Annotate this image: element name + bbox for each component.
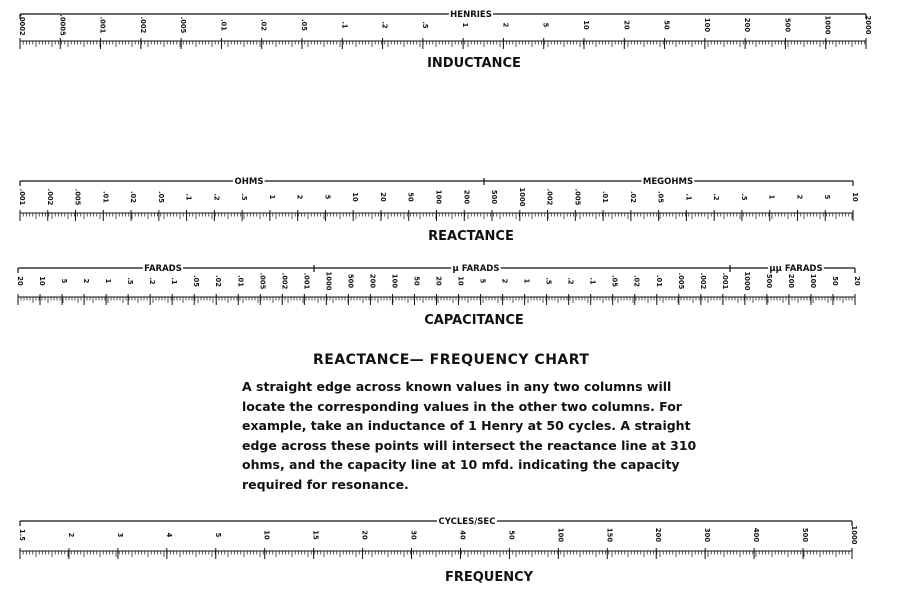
tick-label: .005 xyxy=(676,272,685,290)
tick-label: 20 xyxy=(378,192,387,202)
tick-label: 2 xyxy=(66,532,75,538)
tick-label: 100 xyxy=(390,273,399,289)
tick-label: 1000 xyxy=(324,271,333,291)
tick-label: .2 xyxy=(212,193,221,201)
tick-label: 50 xyxy=(662,20,671,30)
description-line: edge across these points will intersect the reactance line at 310 xyxy=(242,437,697,453)
tick-label: 10 xyxy=(351,192,360,202)
tick-label: 100 xyxy=(556,527,565,543)
tick-label: .01 xyxy=(654,274,663,288)
tick-label: 5 xyxy=(541,22,550,28)
tick-label: 20 xyxy=(622,20,631,30)
tick-label: .001 xyxy=(302,272,311,290)
tick-label: .002 xyxy=(138,16,147,34)
tick-label: 1 xyxy=(767,194,776,200)
tick-label: .0002 xyxy=(18,14,26,36)
tick-label: 10 xyxy=(262,530,271,540)
tick-label: .1 xyxy=(588,277,597,285)
tick-label: .05 xyxy=(656,190,665,204)
tick-label: 200 xyxy=(786,273,795,289)
tick-label: .02 xyxy=(632,274,641,288)
tick-label: 10 xyxy=(38,276,47,286)
scale-name: INDUCTANCE xyxy=(427,56,521,71)
chart-title: REACTANCE— FREQUENCY CHART xyxy=(313,352,590,368)
tick-label: 5 xyxy=(60,278,69,284)
tick-label: .005 xyxy=(573,188,582,206)
tick-label: 5 xyxy=(323,194,332,200)
tick-label: 1000 xyxy=(517,187,526,207)
tick-label: 4 xyxy=(164,532,173,538)
tick-label: 2 xyxy=(295,194,304,200)
tick-label: 10 xyxy=(851,192,859,202)
tick-label: 200 xyxy=(743,17,752,33)
tick-label: 2 xyxy=(795,194,804,200)
tick-label: 20 xyxy=(853,276,861,286)
tick-label: .1 xyxy=(684,193,693,201)
tick-label: 500 xyxy=(801,527,810,543)
scale-unit-label: µµ FARADS xyxy=(769,264,823,274)
tick-label: 200 xyxy=(654,527,663,543)
tick-label: 400 xyxy=(752,527,761,543)
tick-label: 10 xyxy=(456,276,465,286)
tick-label: 2000 xyxy=(864,15,872,35)
tick-label: 100 xyxy=(434,189,443,205)
tick-label: 500 xyxy=(783,17,792,33)
tick-label: 150 xyxy=(605,527,614,543)
tick-label: .1 xyxy=(184,193,193,201)
tick-label: .002 xyxy=(45,188,54,206)
scale-unit-label: µ FARADS xyxy=(452,264,500,274)
tick-label: 500 xyxy=(764,273,773,289)
tick-label: .005 xyxy=(258,272,267,290)
tick-label: 50 xyxy=(830,276,839,286)
scale-name: CAPACITANCE xyxy=(424,313,524,328)
tick-label: 2 xyxy=(82,278,91,284)
tick-label: .05 xyxy=(300,18,308,32)
tick-label: .2 xyxy=(712,193,721,201)
tick-label: 1 xyxy=(461,22,470,28)
tick-label: .1 xyxy=(170,277,179,285)
tick-label: 2 xyxy=(500,278,509,284)
tick-label: .005 xyxy=(73,188,82,206)
tick-label: .5 xyxy=(544,277,553,285)
tick-label: .01 xyxy=(101,190,110,204)
scale-unit-label: OHMS xyxy=(234,177,264,187)
tick-label: 20 xyxy=(434,276,443,286)
tick-label: 200 xyxy=(462,189,471,205)
tick-label: 1000 xyxy=(850,525,858,545)
tick-label: .0005 xyxy=(58,14,67,36)
tick-label: 10 xyxy=(582,20,590,30)
scale-unit-label: FARADS xyxy=(144,264,182,274)
tick-label: .2 xyxy=(148,277,157,285)
tick-label: .001 xyxy=(98,16,107,34)
tick-label: 50 xyxy=(507,530,516,540)
tick-label: .002 xyxy=(698,272,707,290)
tick-label: .5 xyxy=(420,21,429,29)
description xyxy=(242,377,697,495)
scale-name: REACTANCE xyxy=(428,229,514,244)
tick-label: .2 xyxy=(380,21,389,29)
tick-label: 1000 xyxy=(742,271,751,291)
tick-label: 3 xyxy=(115,532,124,538)
tick-label: .05 xyxy=(192,274,201,288)
tick-label: 50 xyxy=(412,276,421,286)
tick-label: 200 xyxy=(368,273,377,289)
tick-label: .002 xyxy=(545,188,554,206)
tick-label: 5 xyxy=(478,278,487,284)
description-line: locate the corresponding values in the other two columns. For xyxy=(242,398,682,414)
description-line: A straight edge across known values in any two columns will xyxy=(242,379,672,394)
tick-label: 15 xyxy=(311,530,320,540)
tick-label: 30 xyxy=(409,530,418,540)
tick-label: 5 xyxy=(823,194,832,200)
tick-label: 40 xyxy=(458,530,467,540)
tick-label: 20 xyxy=(360,530,369,540)
tick-label: .001 xyxy=(18,188,26,206)
tick-label: .05 xyxy=(610,274,619,288)
tick-label: .02 xyxy=(214,274,223,288)
tick-label: 1 xyxy=(104,278,113,284)
tick-label: 1 xyxy=(522,278,531,284)
description-line: ohms, and the capacity line at 10 mfd. indicating the capacity xyxy=(242,457,680,473)
tick-label: 300 xyxy=(703,527,712,543)
scale-name: FREQUENCY xyxy=(444,570,534,585)
tick-label: 20 xyxy=(16,276,24,286)
tick-label: .02 xyxy=(259,18,268,32)
tick-label: 5 xyxy=(213,532,222,538)
scale-unit-label: MEGOHMS xyxy=(642,177,694,187)
tick-label: .001 xyxy=(720,272,729,290)
tick-label: 100 xyxy=(702,17,711,33)
tick-label: 1.5 xyxy=(18,528,26,542)
tick-label: .02 xyxy=(628,190,637,204)
tick-label: .2 xyxy=(566,277,575,285)
tick-label: .5 xyxy=(240,193,249,201)
tick-label: 500 xyxy=(346,273,355,289)
scale-unit-label: CYCLES/SEC xyxy=(438,517,496,527)
tick-label: .5 xyxy=(739,193,748,201)
tick-label: .01 xyxy=(236,274,245,288)
tick-label: .02 xyxy=(129,190,138,204)
tick-label: 50 xyxy=(406,192,415,202)
tick-label: .005 xyxy=(179,16,188,34)
tick-label: .01 xyxy=(219,18,228,32)
tick-label: 500 xyxy=(490,189,499,205)
description-line: example, take an inductance of 1 Henry at 50 cycles. A straight xyxy=(242,418,691,434)
tick-label: 100 xyxy=(808,273,817,289)
tick-label: .5 xyxy=(126,277,135,285)
description-line: required for resonance. xyxy=(242,476,409,492)
scale-unit-label: HENRIES xyxy=(450,10,492,20)
tick-label: .1 xyxy=(340,21,349,29)
tick-label: 2 xyxy=(501,22,510,28)
tick-label: .01 xyxy=(601,190,610,204)
tick-label: 1000 xyxy=(823,15,832,35)
tick-label: 1 xyxy=(267,194,276,200)
tick-label: .002 xyxy=(280,272,289,290)
tick-label: .05 xyxy=(156,190,165,204)
